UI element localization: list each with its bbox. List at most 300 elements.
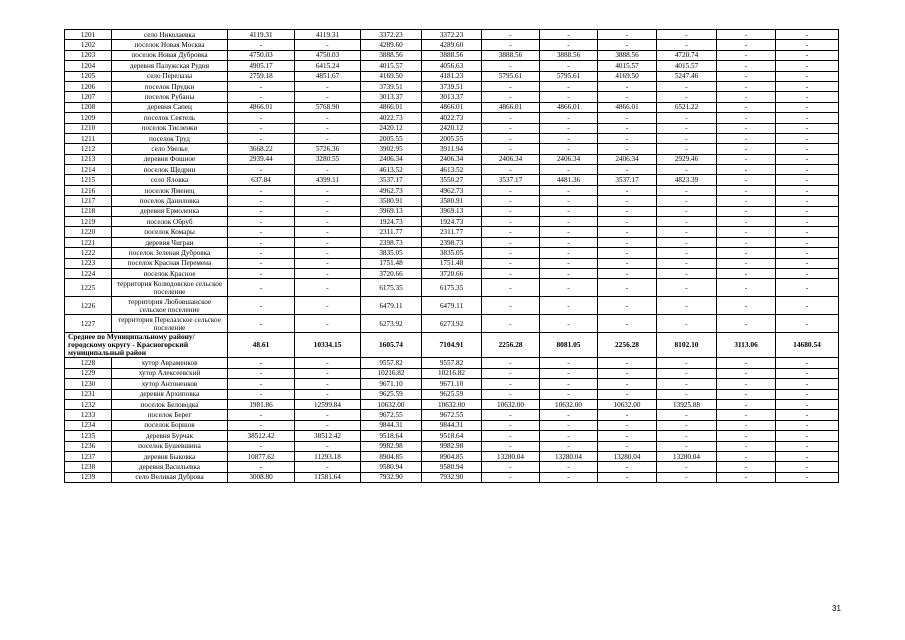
value-cell: - (228, 206, 295, 216)
value-cell: 3835.05 (361, 248, 422, 258)
value-cell: - (717, 92, 776, 102)
value-cell: - (598, 315, 657, 333)
row-number-cell: 1202 (65, 40, 112, 50)
value-cell: 4015.57 (657, 61, 717, 71)
row-number-cell: 1228 (65, 358, 112, 368)
table-row (65, 462, 839, 472)
value-cell: - (657, 133, 717, 143)
value-cell: 3013.37 (422, 92, 482, 102)
value-cell: - (657, 217, 717, 227)
settlement-name-cell: поселок Боршов (112, 420, 228, 430)
value-cell: - (776, 462, 839, 472)
value-cell: - (776, 165, 839, 175)
value-cell: - (482, 92, 540, 102)
value-cell: - (228, 92, 295, 102)
value-cell: 2406.34 (540, 154, 598, 164)
value-cell: - (717, 268, 776, 278)
value-cell: - (482, 389, 540, 399)
value-cell: - (540, 81, 598, 91)
value-cell: - (295, 165, 361, 175)
value-cell: 2406.34 (482, 154, 540, 164)
value-cell: - (776, 30, 839, 40)
settlement-name-cell: поселок Обруб (112, 217, 228, 227)
table-row (65, 154, 839, 164)
value-cell: 1981.86 (228, 399, 295, 409)
value-cell: 9844.31 (422, 420, 482, 430)
value-cell: - (295, 40, 361, 50)
value-cell: 9671.10 (361, 379, 422, 389)
value-cell: 2398.73 (422, 237, 482, 247)
value-cell: - (295, 113, 361, 123)
value-cell: 3739.51 (361, 81, 422, 91)
value-cell: - (717, 441, 776, 451)
value-cell: - (717, 315, 776, 333)
table-row (65, 315, 839, 333)
value-cell: 9625.59 (422, 389, 482, 399)
summary-value-cell: 48.61 (228, 333, 295, 358)
summary-value-cell: 2256.28 (598, 333, 657, 358)
table-row (65, 196, 839, 206)
value-cell: - (598, 30, 657, 40)
value-cell: - (540, 113, 598, 123)
value-cell: - (295, 420, 361, 430)
row-number-cell: 1230 (65, 379, 112, 389)
value-cell: 3888.56 (482, 50, 540, 60)
value-cell: - (540, 185, 598, 195)
row-number-cell: 1213 (65, 154, 112, 164)
row-number-cell: 1217 (65, 196, 112, 206)
settlement-name-cell: хутор Авраменков (112, 358, 228, 368)
value-cell: - (295, 227, 361, 237)
settlement-name-cell: деревня Архиповка (112, 389, 228, 399)
value-cell: - (295, 389, 361, 399)
value-cell: - (295, 196, 361, 206)
value-cell: - (482, 258, 540, 268)
value-cell: 6415.24 (295, 61, 361, 71)
value-cell: - (598, 420, 657, 430)
value-cell: - (598, 268, 657, 278)
value-cell: 38512.42 (295, 431, 361, 441)
row-number-cell: 1218 (65, 206, 112, 216)
table-row (65, 185, 839, 195)
value-cell: - (540, 92, 598, 102)
settlement-name-cell: село Николаевка (112, 30, 228, 40)
value-cell: 4181.23 (422, 71, 482, 81)
row-number-cell: 1221 (65, 237, 112, 247)
value-cell: - (598, 113, 657, 123)
value-cell: - (657, 30, 717, 40)
value-cell: - (657, 420, 717, 430)
value-cell: - (598, 144, 657, 154)
value-cell: 637.84 (228, 175, 295, 185)
value-cell: - (657, 368, 717, 378)
settlement-name-cell: село Великая Дуброва (112, 472, 228, 482)
value-cell: - (598, 81, 657, 91)
value-cell: - (776, 40, 839, 50)
value-cell: - (776, 358, 839, 368)
value-cell: - (717, 165, 776, 175)
value-cell: - (228, 227, 295, 237)
value-cell: 3888.56 (598, 50, 657, 60)
value-cell: - (657, 92, 717, 102)
value-cell: - (717, 113, 776, 123)
value-cell: - (717, 50, 776, 60)
value-cell: - (598, 358, 657, 368)
value-cell: - (776, 368, 839, 378)
row-number-cell: 1223 (65, 258, 112, 268)
value-cell: - (228, 297, 295, 315)
row-number-cell: 1226 (65, 297, 112, 315)
table-row (65, 368, 839, 378)
value-cell: 4750.03 (228, 50, 295, 60)
value-cell: - (657, 206, 717, 216)
table-row (65, 61, 839, 71)
value-cell: 6273.92 (361, 315, 422, 333)
value-cell: 2005.55 (422, 133, 482, 143)
value-cell: 4169.50 (598, 71, 657, 81)
summary-value-cell: 14680.54 (776, 333, 839, 358)
value-cell: 3372.23 (361, 30, 422, 40)
value-cell: - (657, 379, 717, 389)
table-row (65, 92, 839, 102)
value-cell: - (776, 268, 839, 278)
value-cell: - (482, 40, 540, 50)
value-cell: - (540, 472, 598, 482)
value-cell: - (717, 358, 776, 368)
value-cell: - (657, 185, 717, 195)
value-cell: - (717, 248, 776, 258)
row-number-cell: 1232 (65, 399, 112, 409)
table-row (65, 379, 839, 389)
value-cell: - (540, 206, 598, 216)
value-cell: 5768.90 (295, 102, 361, 112)
value-cell: - (482, 431, 540, 441)
value-cell: - (540, 297, 598, 315)
row-number-cell: 1209 (65, 113, 112, 123)
value-cell: 3013.37 (361, 92, 422, 102)
table-row (65, 123, 839, 133)
settlement-name-cell: хутор Алексеевский (112, 368, 228, 378)
value-cell: - (717, 279, 776, 297)
value-cell: 1924.73 (361, 217, 422, 227)
value-cell: 4866.01 (540, 102, 598, 112)
value-cell: - (717, 451, 776, 461)
value-cell: 4866.01 (228, 102, 295, 112)
value-cell: - (657, 40, 717, 50)
settlement-name-cell: поселок Беловодка (112, 399, 228, 409)
value-cell: - (657, 113, 717, 123)
settlement-name-cell: деревня Чиграи (112, 237, 228, 247)
value-cell: - (598, 123, 657, 133)
value-cell: 2311.77 (422, 227, 482, 237)
value-cell: - (657, 297, 717, 315)
value-cell: 4022.73 (361, 113, 422, 123)
value-cell: 4119.31 (295, 30, 361, 40)
settlement-name-cell: деревня Сапец (112, 102, 228, 112)
value-cell: - (228, 40, 295, 50)
value-cell: 8904.85 (361, 451, 422, 461)
value-cell: - (295, 133, 361, 143)
settlement-name-cell: село Перелазы (112, 71, 228, 81)
summary-value-cell: 1605.74 (361, 333, 422, 358)
table-row (65, 133, 839, 143)
settlement-name-cell: поселок Новая Москва (112, 40, 228, 50)
value-cell: - (228, 133, 295, 143)
value-cell: - (540, 462, 598, 472)
value-cell: - (295, 92, 361, 102)
value-cell: - (295, 217, 361, 227)
value-cell: 4866.01 (482, 102, 540, 112)
value-cell: - (717, 81, 776, 91)
value-cell: - (540, 40, 598, 50)
value-cell: 3888.56 (422, 50, 482, 60)
value-cell: 10632.00 (540, 399, 598, 409)
value-cell: 4022.73 (422, 113, 482, 123)
value-cell: 3537.17 (361, 175, 422, 185)
value-cell: 10216.82 (361, 368, 422, 378)
value-cell: - (228, 237, 295, 247)
row-number-cell: 1225 (65, 279, 112, 297)
value-cell: 5726.36 (295, 144, 361, 154)
value-cell: - (598, 133, 657, 143)
value-cell: - (482, 462, 540, 472)
value-cell: - (776, 389, 839, 399)
table-row (65, 279, 839, 297)
value-cell: - (717, 196, 776, 206)
value-cell: - (228, 420, 295, 430)
value-cell: - (776, 50, 839, 60)
value-cell: - (228, 279, 295, 297)
value-cell: - (228, 410, 295, 420)
table-row (65, 358, 839, 368)
value-cell: 3668.22 (228, 144, 295, 154)
value-cell: - (717, 154, 776, 164)
value-cell: - (598, 248, 657, 258)
table-row (65, 237, 839, 247)
value-cell: - (482, 196, 540, 206)
value-cell: 3372.23 (422, 30, 482, 40)
value-cell: 4015.57 (598, 61, 657, 71)
settlement-name-cell: поселок Берег (112, 410, 228, 420)
value-cell: - (776, 71, 839, 81)
value-cell: - (717, 389, 776, 399)
page-number: 31 (832, 604, 841, 613)
row-number-cell: 1235 (65, 431, 112, 441)
row-number-cell: 1233 (65, 410, 112, 420)
value-cell: - (776, 144, 839, 154)
settlement-name-cell: деревня Фошное (112, 154, 228, 164)
value-cell: 9580.94 (422, 462, 482, 472)
table-row (65, 451, 839, 461)
settlement-name-cell: поселок Рубаны (112, 92, 228, 102)
value-cell: - (540, 237, 598, 247)
value-cell: 2929.46 (657, 154, 717, 164)
value-cell: 2406.34 (598, 154, 657, 164)
value-cell: - (482, 410, 540, 420)
value-cell: 3835.05 (422, 248, 482, 258)
value-cell: 4866.01 (598, 102, 657, 112)
value-cell: 2311.77 (361, 227, 422, 237)
value-cell: - (717, 420, 776, 430)
table-row (65, 472, 839, 482)
value-cell: - (717, 123, 776, 133)
value-cell: 4015.57 (361, 61, 422, 71)
value-cell: 2005.55 (361, 133, 422, 143)
value-cell: - (598, 297, 657, 315)
value-cell: - (540, 368, 598, 378)
value-cell: - (295, 315, 361, 333)
value-cell: 4613.52 (361, 165, 422, 175)
row-number-cell: 1239 (65, 472, 112, 482)
value-cell: - (540, 248, 598, 258)
value-cell: - (776, 379, 839, 389)
value-cell: - (482, 144, 540, 154)
value-cell: - (540, 268, 598, 278)
value-cell: - (657, 248, 717, 258)
row-number-cell: 1231 (65, 389, 112, 399)
value-cell: - (598, 410, 657, 420)
value-cell: - (540, 61, 598, 71)
summary-value-cell: 7104.91 (422, 333, 482, 358)
table-row (65, 81, 839, 91)
row-number-cell: 1238 (65, 462, 112, 472)
value-cell: - (657, 268, 717, 278)
value-cell: - (482, 237, 540, 247)
value-cell: - (776, 102, 839, 112)
value-cell: - (776, 196, 839, 206)
value-cell: - (776, 113, 839, 123)
value-cell: 2420.12 (422, 123, 482, 133)
value-cell: - (482, 30, 540, 40)
value-cell: - (598, 196, 657, 206)
value-cell: - (295, 206, 361, 216)
value-cell: - (295, 358, 361, 368)
row-number-cell: 1222 (65, 248, 112, 258)
value-cell: 3550.27 (422, 175, 482, 185)
value-cell: 6175.35 (422, 279, 482, 297)
settlement-name-cell: село Увелье (112, 144, 228, 154)
value-cell: 3537.17 (598, 175, 657, 185)
table-row (65, 71, 839, 81)
summary-value-cell: 8081.05 (540, 333, 598, 358)
value-cell: 3888.56 (540, 50, 598, 60)
table-row (65, 431, 839, 441)
table-row (65, 144, 839, 154)
value-cell: - (482, 81, 540, 91)
value-cell: 4720.74 (657, 50, 717, 60)
value-cell: 13280.04 (598, 451, 657, 461)
value-cell: - (540, 315, 598, 333)
value-cell: - (598, 441, 657, 451)
value-cell: - (598, 165, 657, 175)
settlement-name-cell: поселок Красное (112, 268, 228, 278)
value-cell: 4962.73 (361, 185, 422, 195)
value-cell: 4962.73 (422, 185, 482, 195)
value-cell: 4851.67 (295, 71, 361, 81)
value-cell: - (776, 441, 839, 451)
value-cell: 11581.64 (295, 472, 361, 482)
value-cell: 12599.84 (295, 399, 361, 409)
value-cell: - (598, 227, 657, 237)
value-cell: 4119.31 (228, 30, 295, 40)
settlement-name-cell: поселок Красная Перемена (112, 258, 228, 268)
value-cell: - (228, 441, 295, 451)
value-cell: 10632.00 (422, 399, 482, 409)
value-cell: - (540, 196, 598, 206)
value-cell: 13280.04 (657, 451, 717, 461)
value-cell: - (228, 113, 295, 123)
value-cell: - (598, 258, 657, 268)
table-row (65, 175, 839, 185)
settlement-name-cell: деревня Васильевка (112, 462, 228, 472)
value-cell: 4399.11 (295, 175, 361, 185)
row-number-cell: 1203 (65, 50, 112, 60)
value-cell: - (598, 237, 657, 247)
value-cell: - (540, 165, 598, 175)
table-row (65, 227, 839, 237)
value-cell: - (776, 399, 839, 409)
value-cell: - (776, 258, 839, 268)
value-cell: 9671.10 (422, 379, 482, 389)
value-cell: - (776, 61, 839, 71)
value-cell: - (717, 368, 776, 378)
value-cell: - (717, 431, 776, 441)
row-number-cell: 1208 (65, 102, 112, 112)
value-cell: - (598, 462, 657, 472)
value-cell: - (482, 379, 540, 389)
row-number-cell: 1224 (65, 268, 112, 278)
row-number-cell: 1234 (65, 420, 112, 430)
value-cell: 3580.91 (422, 196, 482, 206)
value-cell: 10632.00 (361, 399, 422, 409)
value-cell: 4169.50 (361, 71, 422, 81)
value-cell: - (657, 431, 717, 441)
value-cell: - (228, 185, 295, 195)
value-cell: - (295, 185, 361, 195)
settlement-name-cell: хутор Антоненков (112, 379, 228, 389)
value-cell: - (482, 61, 540, 71)
value-cell: - (295, 297, 361, 315)
value-cell: - (295, 462, 361, 472)
value-cell: - (776, 297, 839, 315)
settlement-name-cell: поселок Зеленая Дубровка (112, 248, 228, 258)
value-cell: 4289.60 (361, 40, 422, 50)
value-cell: - (228, 217, 295, 227)
value-cell: - (776, 431, 839, 441)
value-cell: 13925.88 (657, 399, 717, 409)
row-number-cell: 1211 (65, 133, 112, 143)
settlement-name-cell: деревня Палужская Рудня (112, 61, 228, 71)
data-table (64, 29, 839, 483)
settlement-name-cell: территория Перелазское сельское поселение (112, 315, 228, 333)
value-cell: 3911.94 (422, 144, 482, 154)
value-cell: 1751.48 (422, 258, 482, 268)
value-cell: 7932.90 (422, 472, 482, 482)
value-cell: - (540, 358, 598, 368)
value-cell: - (776, 133, 839, 143)
value-cell: 4866.01 (361, 102, 422, 112)
value-cell: - (657, 472, 717, 482)
value-cell: - (482, 472, 540, 482)
value-cell: - (482, 217, 540, 227)
value-cell: - (776, 123, 839, 133)
value-cell: - (776, 175, 839, 185)
row-number-cell: 1237 (65, 451, 112, 461)
value-cell: - (598, 389, 657, 399)
value-cell: - (776, 185, 839, 195)
table-row (65, 217, 839, 227)
value-cell: - (717, 175, 776, 185)
